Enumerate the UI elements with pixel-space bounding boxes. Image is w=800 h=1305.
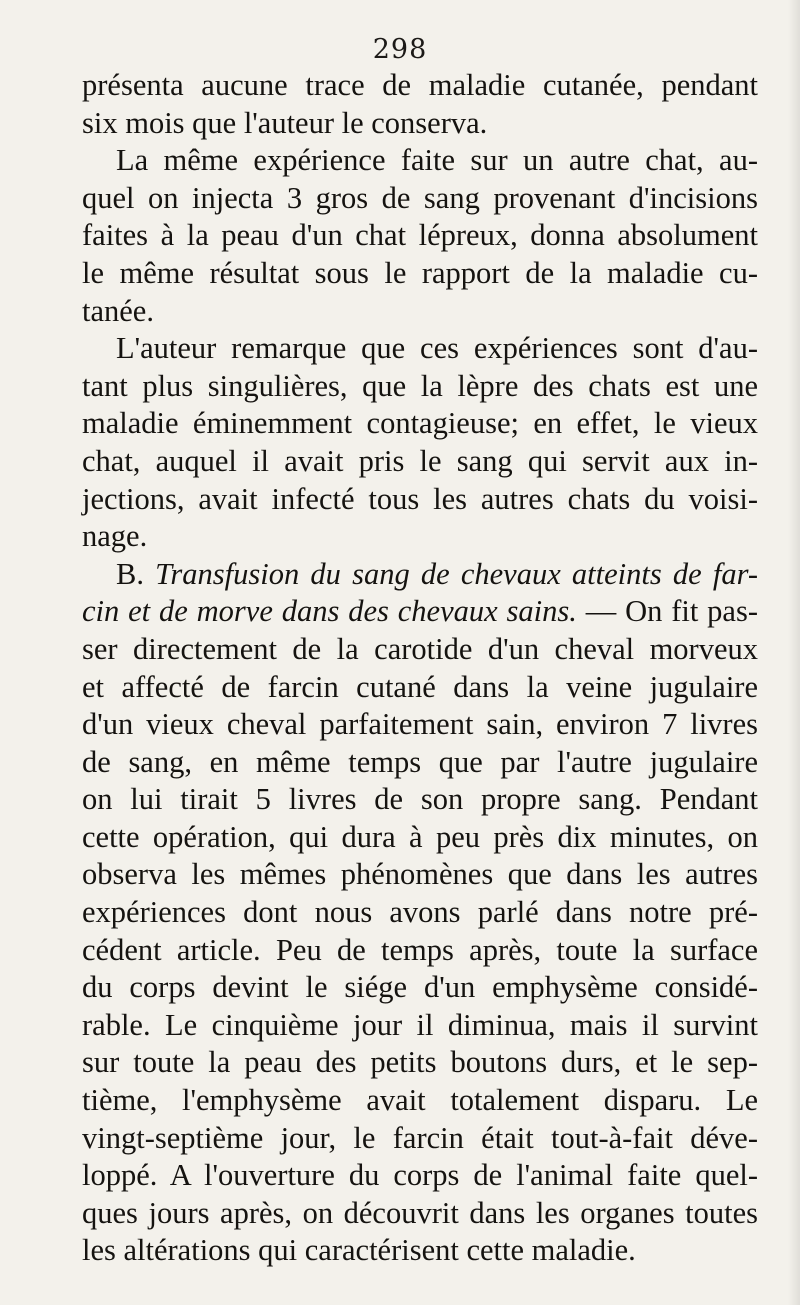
text-line: faites à la peau d'un chat lépreux, donna absolument bbox=[82, 218, 758, 253]
text-line: chat, auquel il avait pris le sang qui servit aux in- bbox=[82, 443, 758, 478]
text-line: on lui tirait 5 livres de son propre sang. Pendant bbox=[82, 782, 758, 817]
text-line: tant plus singulières, que la lèpre des chats est une bbox=[82, 368, 758, 403]
text-line: six mois que l'auteur le conserva. bbox=[82, 105, 488, 140]
text-line: sur toute la peau des petits boutons durs, et le sep- bbox=[82, 1045, 758, 1080]
section-heading-line bbox=[82, 556, 758, 594]
text-line: jections, avait infecté tous les autres chats du voisi- bbox=[82, 481, 758, 516]
text-line: les altérations qui caractérisent cette maladie. bbox=[82, 1233, 636, 1268]
text-line: du corps devint le siége d'un emphysème considé- bbox=[82, 970, 758, 1005]
text-line: le même résultat sous le rapport de la maladie cu- bbox=[82, 255, 758, 290]
text-line: de sang, en même temps que par l'autre jugulaire bbox=[82, 744, 758, 779]
text-line: d'un vieux cheval parfaitement sain, environ 7 livres bbox=[82, 707, 758, 742]
paragraph-start-line: L'auteur remarque que ces expériences sont d'au- bbox=[116, 331, 758, 366]
page-number: 298 bbox=[372, 34, 428, 65]
body-text bbox=[82, 67, 758, 1270]
text-line: cette opération, qui dura à peu près dix minutes, on bbox=[82, 819, 758, 854]
section-title-italic: cin et de morve dans des chevaux sains. bbox=[82, 594, 577, 629]
text-line: tième, l'emphysème avait totalement disparu. Le bbox=[82, 1083, 758, 1118]
text-line: rable. Le cinquième jour il diminua, mais il survint bbox=[82, 1007, 758, 1042]
text-line: présenta aucune trace de maladie cutanée, pendant bbox=[82, 68, 758, 102]
text-line: maladie éminemment contagieuse; en effet, le vieux bbox=[82, 406, 758, 441]
text-line: expériences dont nous avons parlé dans notre pré- bbox=[82, 895, 758, 930]
text-line: ser directement de la carotide d'un cheval morveux bbox=[82, 631, 758, 666]
text-line: observa les mêmes phénomènes que dans les autres bbox=[82, 857, 758, 892]
paragraph-start-line: La même expérience faite sur un autre chat, au- bbox=[116, 143, 758, 178]
text-line: cédent article. Peu de temps après, toute la surface bbox=[82, 932, 758, 967]
text-line: vingt-septième jour, le farcin était tout-à-fait déve- bbox=[82, 1120, 758, 1155]
text-line: tanée. bbox=[82, 293, 154, 328]
text-line: loppé. A l'ouverture du corps de l'animal faite quel- bbox=[82, 1158, 758, 1193]
text-line: ques jours après, on découvrit dans les organes toutes bbox=[82, 1195, 758, 1230]
section-letter: B. bbox=[116, 556, 156, 591]
text-line: nage. bbox=[82, 519, 148, 554]
section-text: — On fit pas- bbox=[576, 594, 758, 629]
scan-shadow bbox=[788, 0, 800, 1305]
text-line: et affecté de farcin cutané dans la veine jugulaire bbox=[82, 669, 758, 704]
section-title-italic: Transfusion du sang de chevaux atteints de far- bbox=[155, 556, 759, 591]
section-heading-line bbox=[82, 593, 758, 631]
text-line: quel on injecta 3 gros de sang provenant d'incisions bbox=[82, 180, 758, 215]
